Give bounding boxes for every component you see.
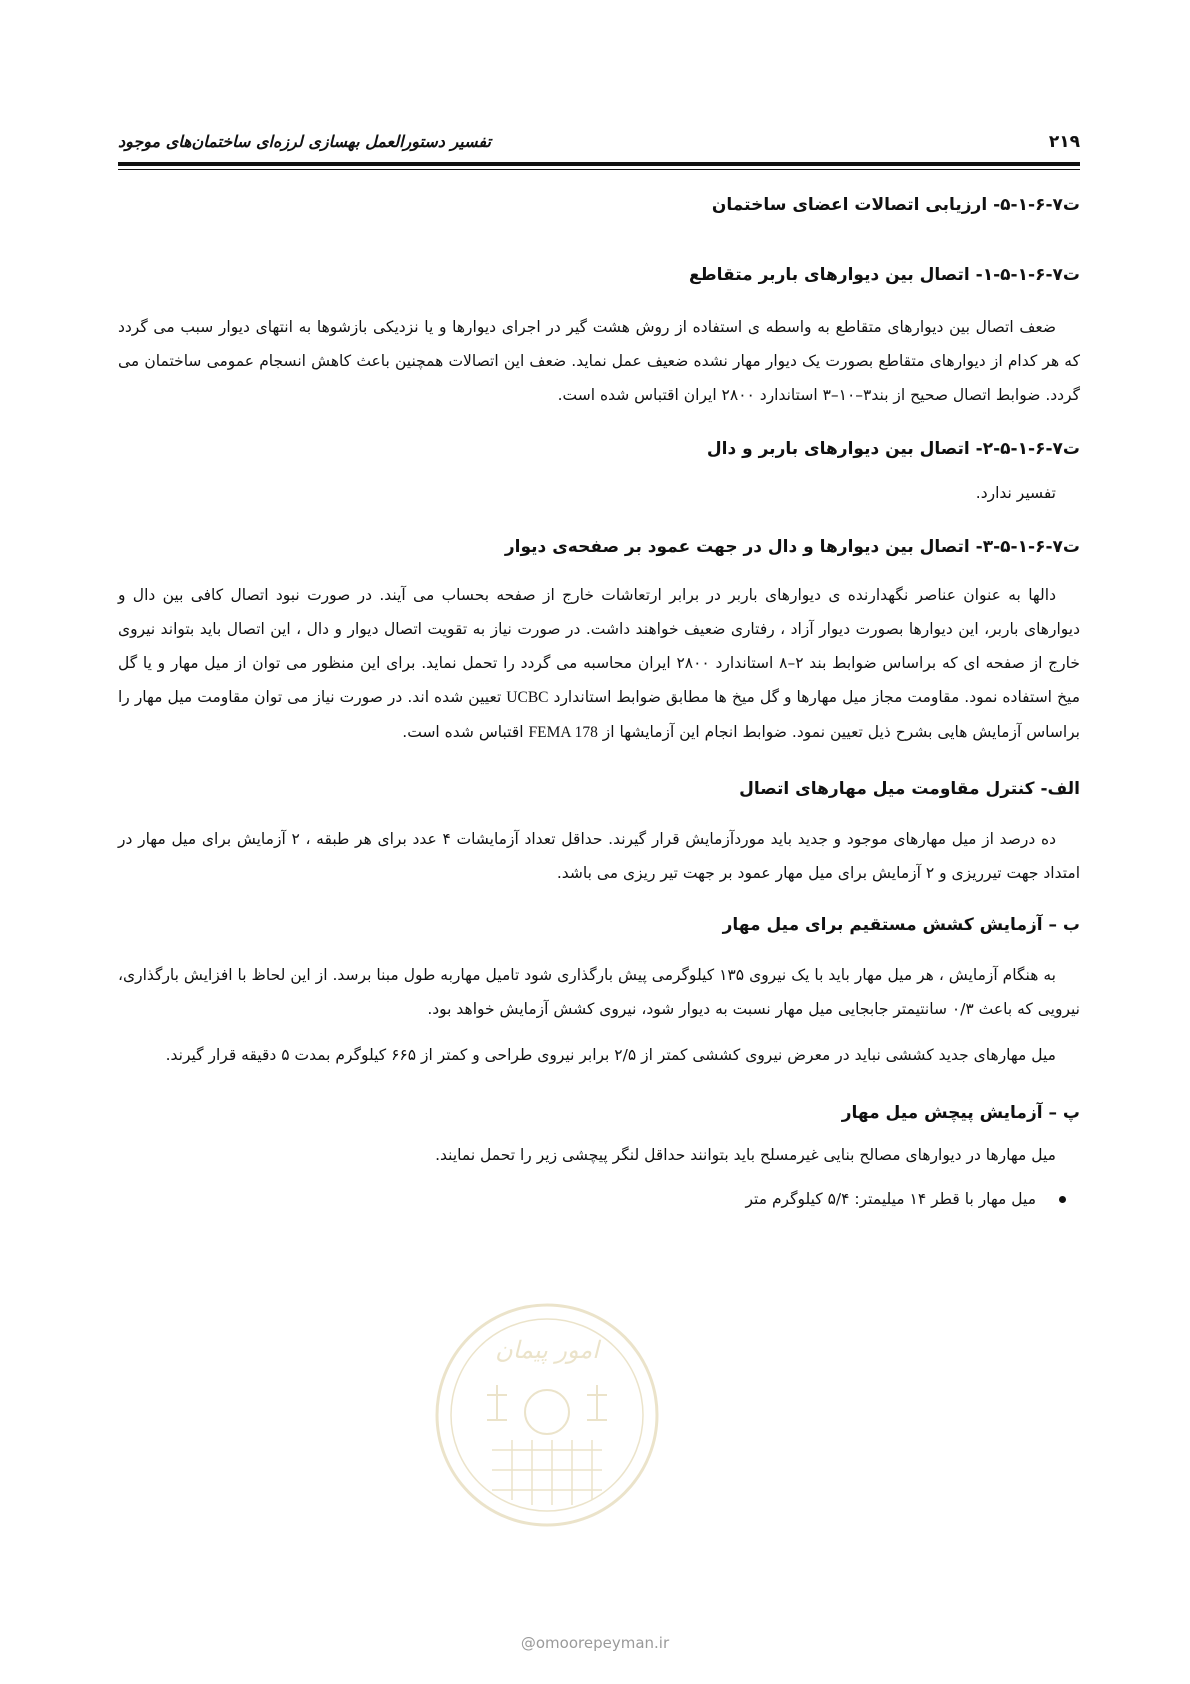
page-body <box>118 190 1080 1214</box>
page-number: ۲۱۹ <box>1048 132 1080 152</box>
subheading-anchor-strength: الف- کنترل مقاومت میل مهارهای اتصال <box>739 779 1080 799</box>
subheading-direct-tension-test: ب – آزمایش کشش مستقیم برای میل مهار <box>722 915 1080 935</box>
section-heading-wall-slab: ت۷-۶-۱-۵-۲- اتصال بین دیوارهای باربر و دال <box>706 439 1080 459</box>
paragraph-out-of-plane-part-c: اقتباس شده است. <box>402 723 524 741</box>
paragraph-tension-test-1: به هنگام آزمایش ، هر میل مهار باید با یک نیروی ۱۳۵ کیلوگرمی پیش بارگذاری شود تامیل مهاربه طول مبنا برسد. از این لحاظ با افزایش بارگذاری، نیرویی که باعث ۰/۳ سانتیمتر جابجایی میل مهار نسبت به دیوار شود، نیروی کشش آزمایش خواهد بود. <box>118 966 1080 1018</box>
running-title: تفسیر دستورالعمل بهسازی لرزه‌ای ساختمان‌های موجود <box>118 132 491 151</box>
paragraph-torsion-test: میل مهارها در دیوارهای مصالح بنایی غیرمسلح باید بتوانند حداقل لنگر پیچشی زیر را تحمل نمایند. <box>435 1146 1056 1164</box>
section-heading-intersecting-walls: ت۷-۶-۱-۵-۱- اتصال بین دیوارهای باربر متقاطع <box>688 265 1080 285</box>
paragraph-out-of-plane-part-a: دالها به عنوان عناصر نگهدارنده ی دیوارهای باربر در برابر ارتعاشات خارج از صفحه بحساب می آیند. در صورت نبود اتصال کافی بین دال و دیوارهای باربر، این دیوارها بصورت دیوار آزاد ، رفتاری ضعیف خواهند داشت. در صورت نیاز به تقویت اتصال دیوار و دال ، این اتصال باید بتواند نیروی خارج از صفحه ای که براساس ضوابط بند ۲–۸ استاندارد ۲۸۰۰ ایران محاسبه می گردد را تحمل نماید. برای این منظور می توان از میل مهار و یا گل میخ استفاده نمود. مقاومت مجاز میل مهارها و گل میخ ها مطابق ضوابط استاندارد <box>118 586 1080 706</box>
code-ucbc: UCBC <box>506 689 549 706</box>
paragraph-no-commentary: تفسیر ندارد. <box>975 484 1056 502</box>
header-rule-thin <box>118 169 1080 170</box>
list-item <box>118 1184 1036 1214</box>
section-heading-out-of-plane: ت۷-۶-۱-۵-۳- اتصال بین دیوارها و دال در جهت عمود بر صفحه‌ی دیوار <box>504 537 1080 557</box>
bullet-dot-icon <box>1059 1196 1066 1203</box>
paragraph-tension-test-2: میل مهارهای جدید کششی نباید در معرض نیروی کششی کمتر از ۲/۵ برابر نیروی طراحی و کمتر از ۶۶۵ کیلوگرم بمدت ۵ دقیقه قرار گیرند. <box>165 1046 1056 1064</box>
header-rule-thick <box>118 162 1080 166</box>
seal-logo-text: امور پیمان <box>495 1336 599 1364</box>
section-heading-connections: ت۷-۶-۱-۵- ارزیابی اتصالات اعضای ساختمان <box>711 195 1080 215</box>
watermark-site: @omoorepeyman.ir <box>520 1634 670 1652</box>
subheading-torsion-test: پ – آزمایش پیچش میل مهار <box>841 1103 1080 1123</box>
seal-watermark-icon <box>432 1300 662 1530</box>
paragraph-anchor-strength: ده درصد از میل مهارهای موجود و جدید باید موردآزمایش قرار گیرند. حداقل تعداد آزمایشات ۴ عدد برای هر طبقه ، ۲ آزمایش برای میل مهار در امتداد جهت تیرریزی و ۲ آزمایش برای میل مهار عمود بر جهت تیر ریزی می باشد. <box>118 830 1080 882</box>
paragraph-intersecting-walls: ضعف اتصال بین دیوارهای متقاطع به واسطه ی استفاده از روش هشت گیر در اجرای دیوارها و یا نزدیکی بازشوها به انتهای دیوار سبب می گردد که هر کدام از دیوارهای متقاطع بصورت یک دیوار مهار نشده ضعیف عمل نماید. ضعف این اتصالات همچنین باعث کاهش انسجام عمومی ساختمان می گردد. ضوابط اتصال صحیح از بند۳–۱۰–۳ استاندارد ۲۸۰۰ ایران اقتباس شده است. <box>118 318 1080 404</box>
bullet-text-anchor-14mm: میل مهار با قطر ۱۴ میلیمتر: ۵/۴ کیلوگرم متر <box>745 1190 1036 1208</box>
paragraph-out-of-plane-part-b: تعیین شده اند. در صورت نیاز می توان مقاومت میل مهار را براساس آزمایش هایی بشرح ذیل تعیین نمود. ضوابط انجام این آزمایشها از <box>118 688 1080 741</box>
paragraph-out-of-plane <box>118 578 1080 750</box>
code-fema: FEMA 178 <box>528 724 598 741</box>
page-header <box>118 128 1080 166</box>
